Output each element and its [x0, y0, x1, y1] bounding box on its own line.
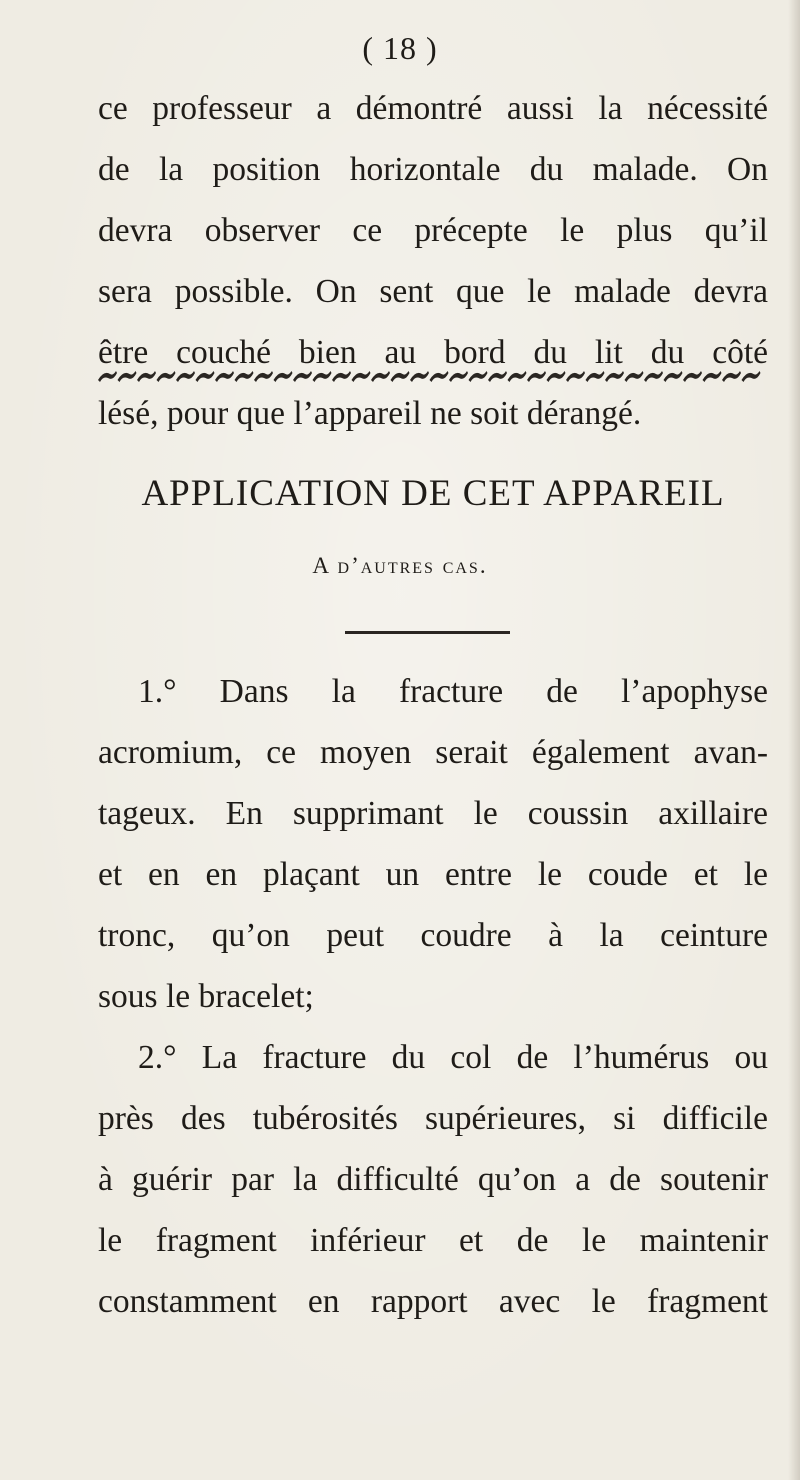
ornament-flourish	[644, 371, 663, 382]
text-line: près des tubérosités supérieures, si difficile	[98, 1100, 768, 1137]
ornament-flourish	[313, 371, 332, 382]
text-line: le fragment inférieur et de le maintenir	[98, 1222, 768, 1259]
page-number: ( 18 )	[362, 30, 438, 66]
ornament-flourish	[742, 371, 761, 382]
horizontal-rule	[345, 631, 510, 634]
ornament-flourish	[625, 371, 644, 382]
paragraph-1	[98, 78, 768, 444]
ornament-flourish	[157, 371, 176, 382]
text-line: à guérir par la difficulté qu’on a de soutenir	[98, 1161, 768, 1198]
ornament-flourish	[391, 371, 410, 382]
ornament-flourish	[566, 371, 585, 382]
text-line: 1.° Dans la fracture de l’apophyse	[138, 673, 768, 710]
text-line: tronc, qu’on peut coudre à la ceinture	[98, 917, 768, 954]
ornament-flourish	[254, 371, 273, 382]
ornament-divider	[98, 368, 768, 384]
ornament-flourish	[449, 371, 468, 382]
ornament-flourish	[371, 371, 390, 382]
text-line: sous le bracelet;	[98, 978, 314, 1015]
ornament-flourish	[176, 371, 195, 382]
text-line: acromium, ce moyen serait également avan-	[98, 734, 768, 771]
text-line: 2.° La fracture du col de l’humérus ou	[138, 1039, 768, 1076]
ornament-flourish	[352, 371, 371, 382]
text-line: de la position horizontale du malade. On	[98, 151, 768, 188]
ornament-flourish	[410, 371, 429, 382]
page-edge-shadow	[788, 0, 800, 1480]
ornament-flourish	[137, 371, 156, 382]
section-subtitle: A d’autres cas.	[312, 553, 488, 578]
ornament-flourish	[274, 371, 293, 382]
ornament-flourish	[664, 371, 683, 382]
ornament-flourish	[605, 371, 624, 382]
text-line: tageux. En supprimant le coussin axillaire	[98, 795, 768, 832]
paragraph-2	[98, 661, 768, 1332]
text-line: et en en plaçant un entre le coude et le	[98, 856, 768, 893]
ornament-flourish	[215, 371, 234, 382]
ornament-flourish	[488, 371, 507, 382]
ornament-flourish	[508, 371, 527, 382]
section-title: APPLICATION DE CET APPAREIL	[141, 473, 725, 514]
ornament-flourish	[293, 371, 312, 382]
ornament-flourish	[196, 371, 215, 382]
ornament-flourish	[527, 371, 546, 382]
ornament-flourish	[469, 371, 488, 382]
ornament-flourish	[703, 371, 722, 382]
text-line: lésé, pour que l’appareil ne soit dérangé.	[98, 395, 642, 432]
ornament-flourish	[118, 371, 137, 382]
text-line: devra observer ce précepte le plus qu’il	[98, 212, 768, 249]
ornament-flourish	[235, 371, 254, 382]
ornament-flourish	[722, 371, 741, 382]
text-line: ce professeur a démontré aussi la nécessité	[98, 90, 768, 127]
text-line: être couché bien au bord du lit du côté	[98, 334, 768, 371]
ornament-flourish	[332, 371, 351, 382]
ornament-flourish	[586, 371, 605, 382]
text-line: constamment en rapport avec le fragment	[98, 1283, 768, 1320]
ornament-flourish	[98, 371, 117, 382]
ornament-flourish	[430, 371, 449, 382]
text-line: sera possible. On sent que le malade devra	[98, 273, 768, 310]
ornament-flourish	[547, 371, 566, 382]
ornament-flourish	[683, 371, 702, 382]
